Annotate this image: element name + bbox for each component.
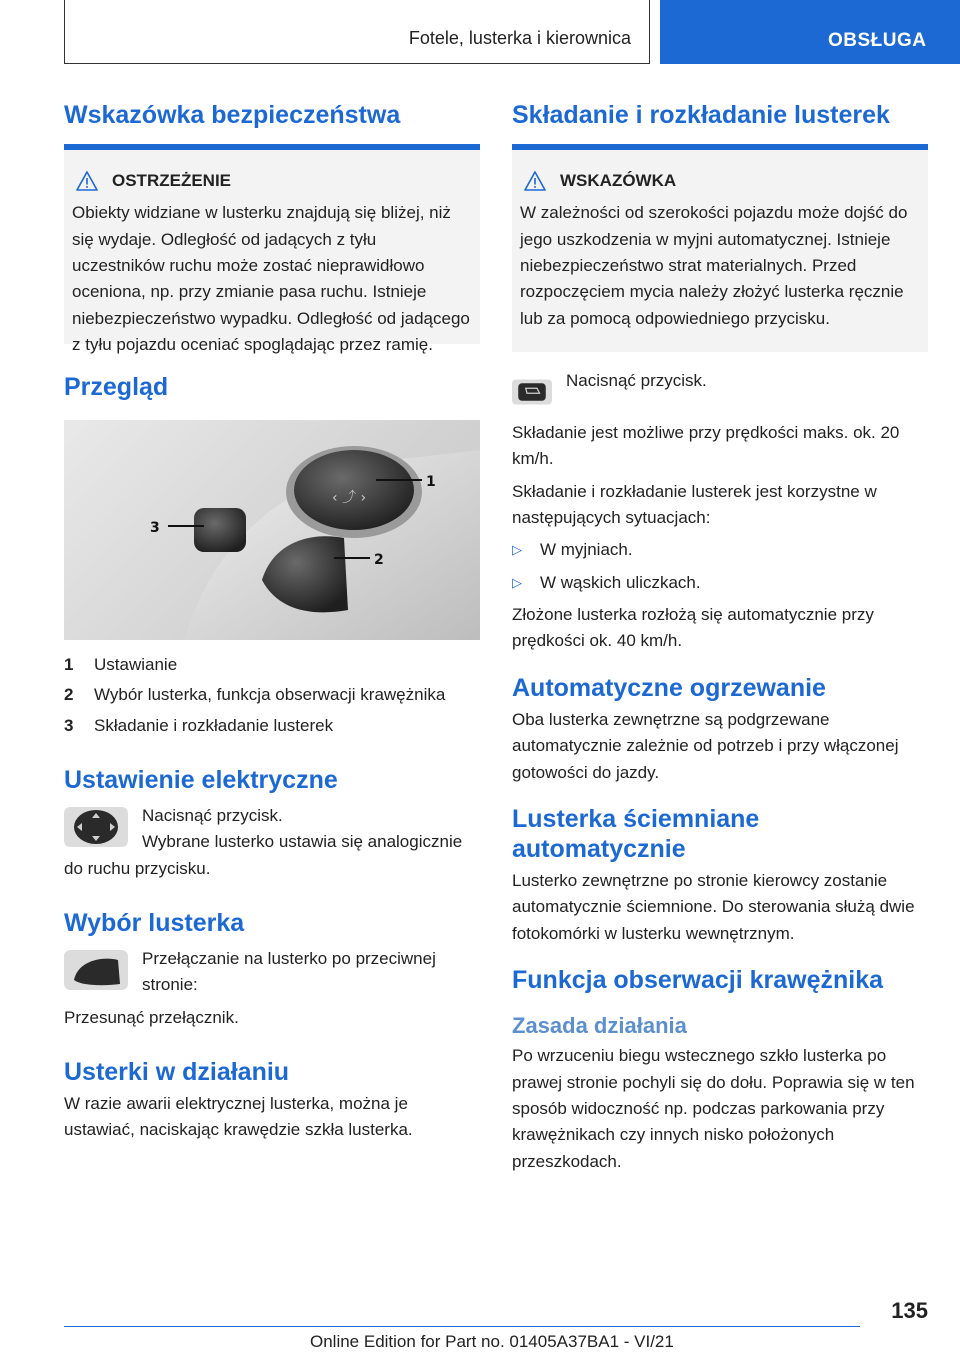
heating-text: Oba lusterka zewnętrzne są podgrzewane automatycznie zależnie od potrzeb i przy włączonej gotowości do jazdy.: [512, 709, 899, 782]
svg-text:‹ ⤴ ›: ‹ ⤴ ›: [332, 490, 367, 506]
safety-title: Wskazówka bezpieczeństwa: [64, 101, 401, 129]
edition-text: Online Edition for Part no. 01405A37BA1 - VI/21: [310, 1332, 674, 1351]
notice-text: W zależności od szerokości pojazdu może dojść do jego uszkodzenia w myjni automatycznej. Istnieje niebezpieczeństwo strat materialnych. Przed rozpoczęciem mycia należy złożyć lusterka ręcznie lub za pomocą odpowiedniego przycisku.: [520, 203, 908, 328]
principle-text: Po wrzuceniu biegu wstecznego szkło lusterka po prawej stronie pochyli się do dołu. Poprawia się w ten sposób widoczność np. podczas parkowania przy krawężnikach czy innych nisko położonych przeszkodach.: [512, 1046, 915, 1171]
electric-row: [64, 803, 480, 882]
bullet-triangle-icon: ▷: [512, 542, 522, 558]
dimming-title: Lusterka ściemniane automatycznie: [512, 804, 760, 863]
mirror-controls-photo: [64, 420, 480, 640]
fold-button-icon: [512, 372, 552, 412]
heating-title: Automatyczne ogrzewanie: [512, 673, 826, 702]
left-column: [64, 100, 480, 1144]
dimming-text: Lusterko zewnętrzne po stronie kierowcy zostanie automatycznie ściemnione. Do sterowania służą dwie fotokomórki w lusterku wewnętrznym.: [512, 870, 915, 943]
mirror-selector-icon: [64, 950, 128, 990]
useful-text: Składanie i rozkładanie lusterek jest korzystne w następujących sytuacjach:: [512, 481, 877, 528]
warning-triangle-icon: [76, 171, 98, 191]
legend-item: 2 Wybór lusterka, funkcja obserwacji krawężnika: [64, 685, 446, 705]
fault-title: Usterki w działaniu: [64, 1058, 290, 1087]
legend-item: 3 Składanie i rozkładanie lusterek: [64, 715, 334, 735]
header-box: [64, 0, 650, 64]
footer-rule: [64, 1326, 860, 1327]
bullet-triangle-icon: ▷: [512, 574, 522, 590]
warning-text: Obiekty widziane w lusterku znajdują się bliżej, niż się wydaje. Odległość od jadących z tyłu uczestników ruchu może zostać nieprawidłowo oceniona, np. przy zmianie pasa ruchu. Istnieje niebezpieczeństwo wypadku. Odległość od jadącego z tyłu pojazdu oceniać spoglądając przez ramię.: [72, 203, 470, 355]
electric-title: Ustawienie elektryczne: [64, 766, 338, 795]
notice-box: [512, 150, 928, 352]
warning-box: [64, 150, 480, 355]
callout-3: 3: [150, 520, 160, 536]
mirror-controls-illustration: [64, 420, 480, 640]
header-tab: OBSŁUGA: [660, 0, 960, 64]
electric-text-2: Wybrane lusterko ustawia się analogicznie do ruchu przycisku.: [64, 832, 463, 878]
page-header: [0, 0, 960, 64]
principle-title: Zasada działania: [512, 1012, 687, 1038]
right-column: [512, 100, 928, 1175]
legend-list: [64, 652, 480, 739]
page-number: 135: [891, 1298, 928, 1323]
notice-title: WSKAZÓWKA: [560, 171, 677, 190]
select-title: Wybór lusterka: [64, 909, 245, 938]
legend-item: 1 Ustawianie: [64, 655, 178, 674]
fault-text: W razie awarii elektrycznej lusterka, można je ustawiać, naciskając krawędzie szkła lusterka.: [64, 1094, 413, 1140]
press-text: Nacisnąć przycisk.: [566, 371, 707, 391]
curb-title: Funkcja obserwacji krawężnika: [512, 965, 883, 994]
warning-title-row: [72, 168, 470, 194]
electric-text-1: Nacisnąć przycisk.: [142, 806, 283, 826]
header-section-title: Fotele, lusterka i kierownica: [408, 28, 631, 48]
unfold-text: Złożone lusterka rozłożą się automatycznie przy prędkości ok. 40 km/h.: [512, 605, 874, 651]
list-item: ▷ W wąskich uliczkach.: [512, 570, 928, 596]
select-text-1: Przełączanie na lusterko po przeciwnej stronie:: [142, 949, 436, 995]
notice-triangle-icon: [524, 171, 546, 191]
callout-2: 2: [374, 552, 384, 568]
situations-list: [512, 537, 928, 596]
notice-title-row: [520, 168, 918, 194]
select-row: [64, 946, 480, 999]
adjust-button-icon: [64, 807, 128, 847]
fold-title: Składanie i rozkładanie lusterek: [512, 101, 890, 129]
fold-button-row: [512, 368, 928, 412]
overview-title: Przegląd: [64, 373, 169, 401]
warning-title: OSTRZEŻENIE: [112, 171, 232, 190]
callout-1: 1: [426, 474, 436, 490]
select-text-2: Przesunąć przełącznik.: [64, 1007, 239, 1027]
list-item: ▷ W myjniach.: [512, 537, 928, 563]
speed-text: Składanie jest możliwe przy prędkości maks. ok. 20 km/h.: [512, 423, 900, 469]
